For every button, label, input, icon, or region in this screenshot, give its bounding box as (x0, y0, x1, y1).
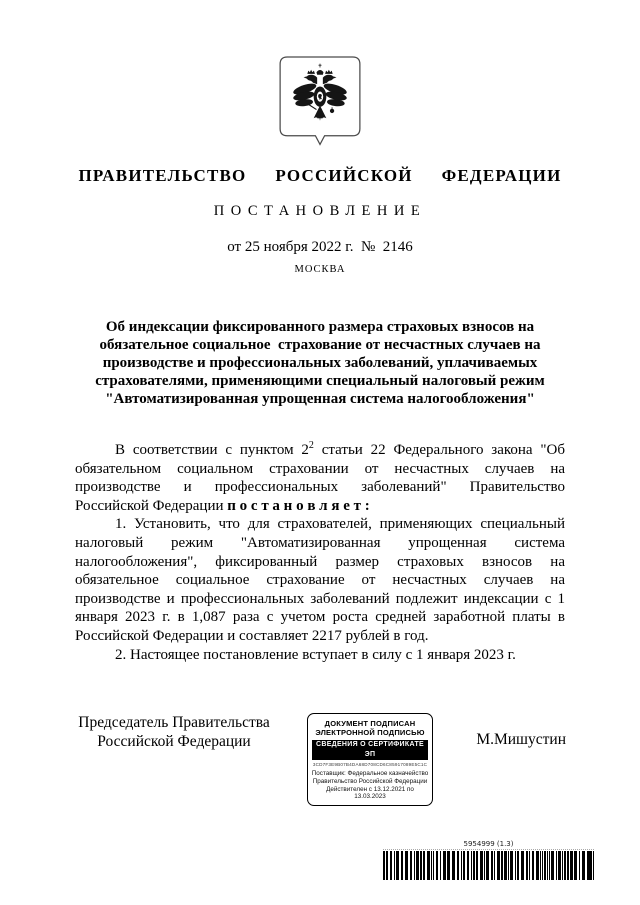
stamp-validity: Действителен с 13.12.2021 по 13.03.2023 (326, 785, 414, 801)
document-title (0, 318, 640, 408)
city-label: МОСКВА (294, 264, 346, 275)
signer-name: М.Мишустин (476, 731, 566, 748)
paragraph-item-2: 2. Настоящее постановление вступает в силу с 1 января 2023 г. (115, 646, 516, 663)
title-line: производстве и профессиональных заболеваний, уплачиваемых (102, 355, 538, 371)
barcode (383, 840, 594, 880)
stamp-signed-line1: ДОКУМЕНТ ПОДПИСАН (324, 719, 416, 728)
title-line: "Автоматизированная упрощенная система налогообложения" (105, 391, 535, 407)
esignature-stamp (307, 713, 433, 806)
document-body (75, 441, 565, 664)
title-line: обязательное социальное страхование от несчастных случаев на (99, 337, 541, 353)
paragraph-item-1: 1. Установить, что для страхователей, применяющих специальный налоговый режим "Автоматизированная упрощенная система налогообложения", фиксированный размер страховых взносов на обязательное социальное страхование от несчастных случаев на производстве и профессиональных заболеваний подлежит индексации с 1 января 2023 г. в 1,087 раза с учетом роста средней заработной платы в Российской Федерации и составляет 2217 рублей в год. (75, 516, 565, 644)
coat-of-arms (279, 56, 361, 146)
stamp-signed-line2: ЭЛЕКТРОННОЙ ПОДПИСЬЮ (315, 728, 425, 737)
decree-word: п о с т а н о в л я е т : (227, 497, 370, 514)
title-line: страхователями, применяющими специальный налоговый режим (95, 373, 545, 389)
document-type: ПОСТАНОВЛЕНИЕ (213, 203, 427, 219)
preamble-text-rest: статьи 22 Федерального закона "Об обязательном социальном страховании от несчастных случаев на производстве и профессиональных заболеваний" Правительство Российской Федерации (75, 442, 565, 514)
signer-position-line2: Российской Федерации (97, 733, 251, 750)
date-number-line: от 25 ноября 2022 г. № 2146 (227, 239, 413, 255)
stamp-owner: Правительство Российской Федерации (312, 777, 428, 785)
title-line: Об индексации фиксированного размера страховых взносов на (105, 319, 535, 335)
superscript: 2 (308, 440, 314, 451)
preamble-text: В соответствии с пунктом 2 (115, 442, 309, 458)
signer-position (76, 713, 272, 751)
government-name: ПРАВИТЕЛЬСТВО РОССИЙСКОЙ ФЕДЕРАЦИИ (78, 166, 562, 185)
coat-of-arms-icon (279, 56, 361, 146)
barcode-bars (383, 851, 594, 880)
signer-position-line1: Председатель Правительства (78, 714, 270, 731)
stamp-certificate-number: 3CD7F3E9B07B4DA68D708CD6C85917089E5C1C (312, 762, 428, 767)
stamp-certificate-header: СВЕДЕНИЯ О СЕРТИФИКАТЕ ЭП (312, 740, 428, 760)
paragraph-preamble (75, 441, 565, 515)
stamp-provider: Поставщик: Федеральное казначейство (311, 770, 429, 777)
barcode-label: 5954999 (1.3) (383, 840, 594, 850)
